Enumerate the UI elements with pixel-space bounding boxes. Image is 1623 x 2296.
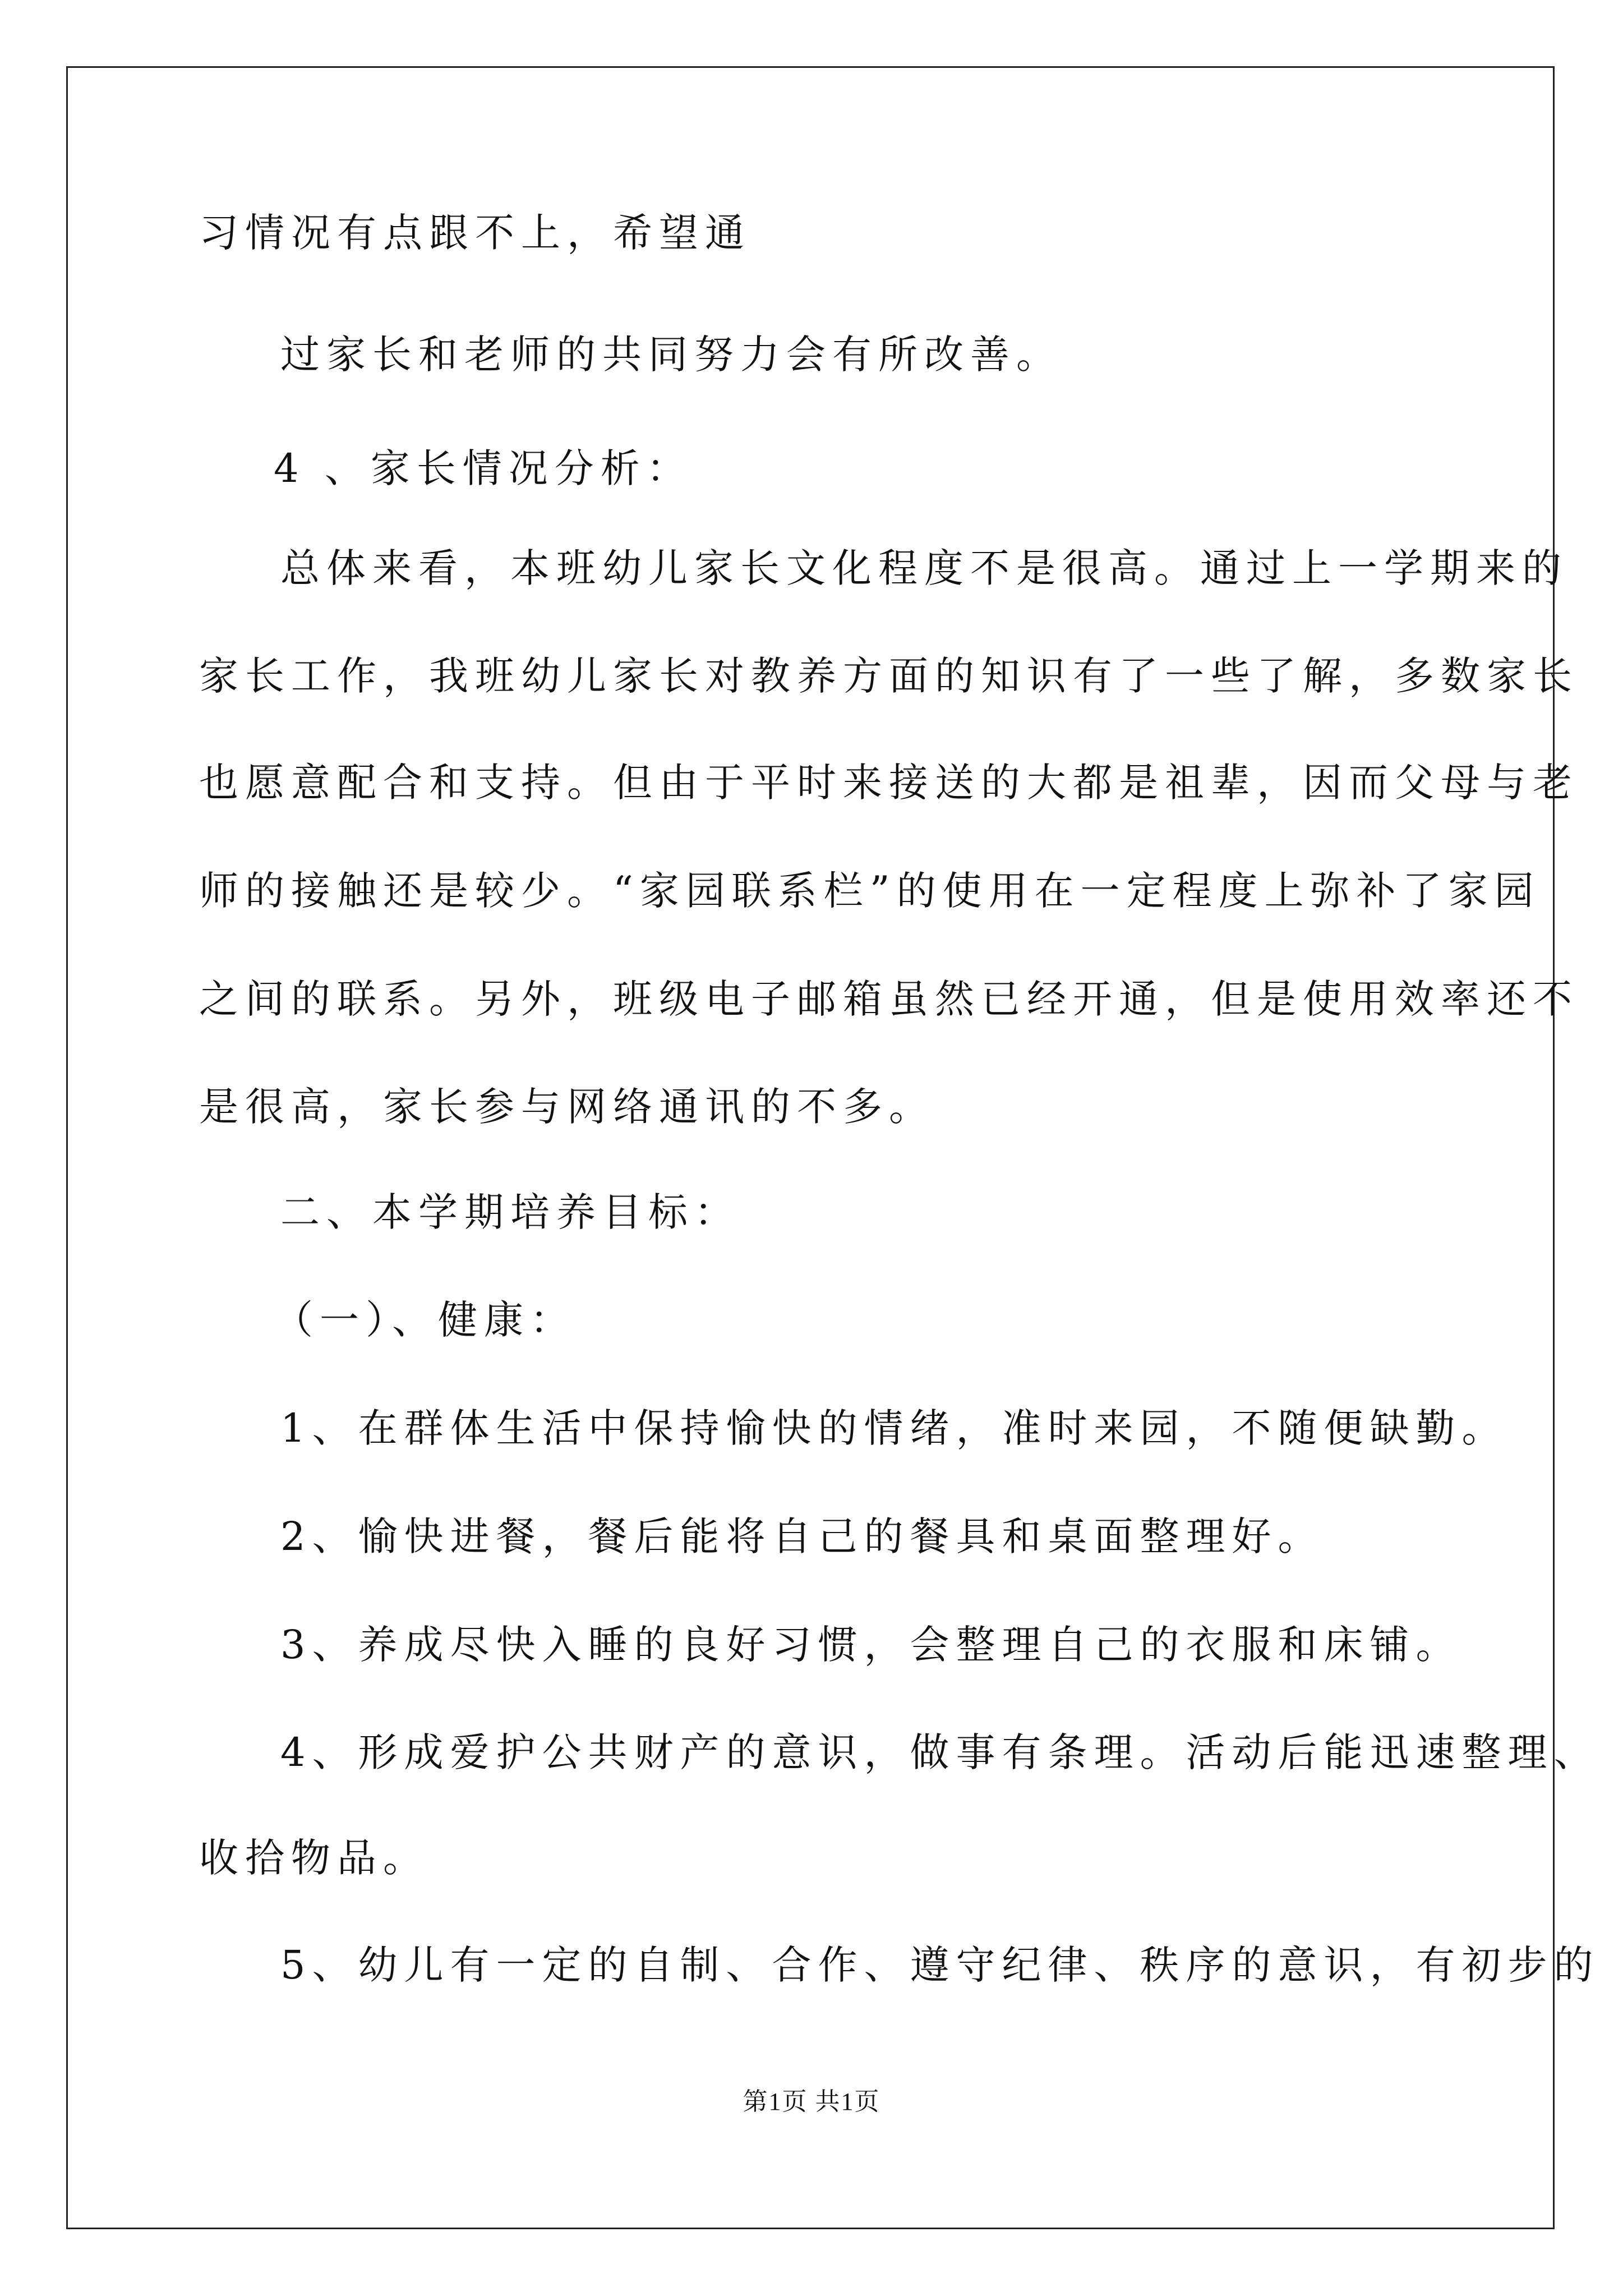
text-line: 总体来看，本班幼儿家长文化程度不是很高。通过上一学期来的 [280, 545, 1568, 591]
list-item: 5、幼儿有一定的自制、合作、遵守纪律、秩序的意识，有初步的 [280, 1942, 1600, 1988]
text-line: 之间的联系。另外，班级电子邮箱虽然已经开通，但是使用效率还不 [199, 976, 1579, 1022]
list-item: 2、愉快进餐，餐后能将自己的餐具和桌面整理好。 [280, 1513, 1324, 1559]
text-line: 也愿意配合和支持。但由于平时来接送的大都是祖辈，因而父母与老 [199, 760, 1579, 806]
page-footer: 第1页 共1页 [743, 2088, 880, 2115]
subsection-heading: （一）、健康： [274, 1297, 576, 1343]
list-item: 3、养成尽快入睡的良好习惯，会整理自己的衣服和床铺。 [280, 1622, 1462, 1668]
section-heading: 4 、家长情况分析： [274, 445, 693, 491]
text-line: 是很高，家长参与网络通讯的不多。 [199, 1084, 935, 1130]
page-frame [66, 66, 1555, 2229]
text-line: 习情况有点跟不上，希望通 [199, 210, 751, 256]
text-line: 家长工作，我班幼儿家长对教养方面的知识有了一些了解，多数家长 [199, 653, 1579, 699]
text-line: 过家长和老师的共同努力会有所改善。 [280, 332, 1062, 378]
text-line: 师的接触还是较少。“家园联系栏”的使用在一定程度上弥补了家园 [199, 868, 1541, 914]
list-item: 1、在群体生活中保持愉快的情绪，准时来园，不随便缺勤。 [280, 1405, 1508, 1451]
section-heading: 二、本学期培养目标： [280, 1189, 740, 1235]
text-line: 收拾物品。 [199, 1835, 429, 1881]
list-item: 4、形成爱护公共财产的意识，做事有条理。活动后能迅速整理、 [280, 1729, 1600, 1775]
